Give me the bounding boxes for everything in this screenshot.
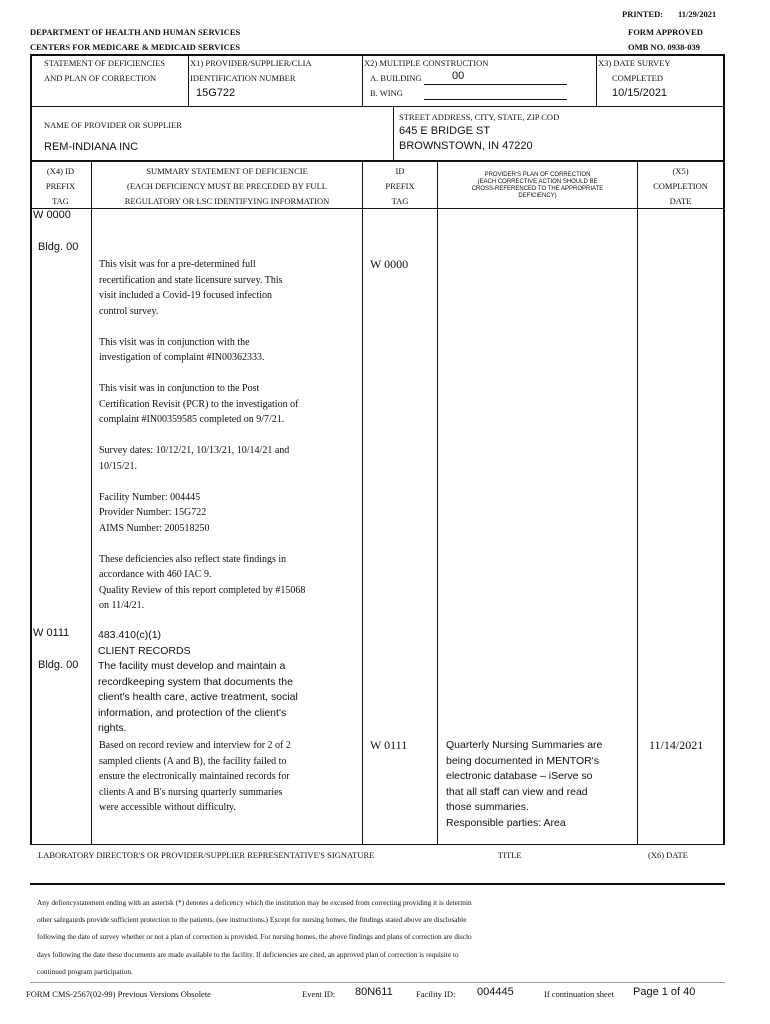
text-line [99, 319, 305, 335]
x5-header-2: COMPLETION [653, 181, 708, 191]
title-label: TITLE [498, 850, 522, 860]
signature-bottom [30, 883, 725, 885]
x4-header-2: PREFIX [45, 181, 76, 191]
printed-label: PRINTED: [622, 9, 664, 19]
department-title: DEPARTMENT OF HEALTH AND HUMAN SERVICES [30, 27, 241, 37]
form-approved: FORM APPROVED [628, 27, 703, 37]
w0000-prefix-tag: W 0000 [33, 209, 71, 221]
w0111-id-tag: W 0111 [370, 738, 408, 752]
text-line: being documented in MENTOR's [446, 754, 599, 767]
text-line: complaint #IN00359585 completed on 9/7/21. [99, 414, 285, 425]
wing-underline [424, 99, 567, 100]
text-line [99, 428, 305, 444]
plan-header-2: (EACH CORRECTIVE ACTION SHOULD BE [477, 179, 598, 185]
address-label: STREET ADDRESS, CITY, STATE, ZIP COD [399, 112, 560, 122]
text-line: AIMS Number: 200518250 [99, 522, 210, 534]
x3-label-2: COMPLETED [612, 73, 663, 83]
text-line: This visit was in conjunction with the [99, 336, 250, 348]
summary-header-3: REGULATORY OR LSC IDENTIFYING INFORMATION [124, 196, 330, 206]
text-line: 10/15/21. [99, 460, 138, 472]
disclaimer-line: other safegaurds provide sufficient protection to the patients. (see instructions.) Except for nursing homes, the findings stated above are disclosable [37, 915, 467, 925]
divider-col-summary [362, 160, 363, 845]
text-line: Facility Number: 004445 [99, 491, 201, 503]
divider-col-id [437, 160, 438, 845]
text-line: Certification Revisit (PCR) to the investigation of [99, 398, 299, 410]
x4-header-3: TAG [52, 196, 69, 206]
w0111-prefix-tag: W 0111 [33, 627, 70, 639]
text-line: Based on record review and interview for 2 of 2 [99, 740, 291, 751]
address-line-2: BROWNSTOWN, IN 47220 [399, 140, 533, 152]
w0000-summary-text [99, 257, 305, 614]
w0111-regulation-text [98, 628, 298, 737]
w0111-summary-text [99, 738, 291, 816]
text-line [99, 474, 305, 490]
text-line: visit included a Covid-19 focused infection [99, 290, 273, 301]
text-line: client's health care, active treatment, social [98, 691, 298, 703]
provider-id-value: 15G722 [196, 87, 236, 99]
text-line: This visit was for a pre-determined full [99, 259, 256, 270]
printed-date: 11/29/2021 [678, 9, 717, 19]
id-header-3: TAG [391, 196, 409, 206]
text-line: These deficiencies also reflect state findings in [99, 553, 287, 565]
divider-address [393, 106, 394, 160]
text-line: electronic database – iServe so [446, 770, 593, 782]
divider-x3 [596, 54, 597, 106]
survey-date-value: 10/15/2021 [612, 87, 668, 99]
divider-col-plan [637, 160, 638, 845]
summary-header-1: SUMMARY STATEMENT OF DEFICIENCIE [146, 166, 308, 176]
statement-label-2: AND PLAN OF CORRECTION [44, 73, 157, 83]
text-line: ensure the electronically maintained records for [99, 771, 290, 782]
date-label: (X6) DATE [648, 850, 688, 860]
text-line [99, 536, 305, 552]
text-line: The facility must develop and maintain a [98, 660, 286, 672]
omb-number: OMB NO. 0938-039 [628, 42, 701, 52]
text-line: 483.410(c)(1) [98, 629, 162, 641]
divider-x1 [188, 54, 189, 106]
w0111-plan-text [446, 738, 602, 831]
w0000-id-tag: W 0000 [370, 257, 409, 271]
event-id-label: Event ID: [302, 989, 336, 999]
summary-header-2: (EACH DEFICIENCY MUST BE PRECEDED BY FULL [127, 181, 327, 191]
plan-header-4: DEFICIENCY) [518, 193, 557, 199]
plan-header-3: CROSS-REFERENCED TO THE APPROPRIATE [471, 186, 604, 192]
building-label: A. BUILDING [370, 73, 422, 83]
signature-label: LABORATORY DIRECTOR'S OR PROVIDER/SUPPLIER REPRESENTATIVE'S SIGNATURE [38, 850, 375, 860]
text-line: that all staff can view and read [446, 785, 588, 798]
column-header-bottom [30, 208, 725, 209]
disclaimer-line: days following the date these documents are made available to the facility. If deficiencies are cited, an approved plan of correction is requisite to [37, 949, 459, 959]
x4-header-1: (X4) ID [46, 166, 75, 176]
text-line [99, 366, 305, 382]
building-value: 00 [452, 70, 465, 82]
wing-label: B. WING [370, 88, 403, 98]
row-divider-2 [30, 160, 725, 162]
disclaimer-text [37, 894, 472, 980]
id-header-1: ID [395, 166, 405, 176]
disclaimer-line: Any defiencystatement ending with an asterisk (*) denotes a deficency which the institution may be excused from correcting providing it is determin [37, 898, 472, 907]
x1-label-1: X1) PROVIDER/SUPPLIER/CLIA [190, 58, 312, 68]
x2-label: X2) MULTIPLE CONSTRUCTION [364, 58, 489, 68]
divider-col-x4 [91, 160, 92, 845]
w0111-completion-date: 11/14/2021 [649, 738, 704, 752]
provider-name-value: REM-INDIANA INC [44, 141, 139, 153]
text-line: were accessible without difficulty. [99, 802, 236, 813]
right-border [723, 54, 725, 845]
w0111-building: Bldg. 00 [38, 659, 79, 671]
facility-id-value: 004445 [477, 986, 514, 998]
x3-label-1: X3) DATE SURVEY [598, 58, 671, 68]
text-line: information, and protection of the client's [98, 706, 287, 719]
building-underline [424, 84, 567, 85]
text-line: on 11/4/21. [99, 600, 145, 611]
text-line: clients A and B's nursing quarterly summaries [99, 786, 283, 798]
plan-header-1: PROVIDER'S PLAN OF CORRECTION [484, 172, 591, 178]
row-divider-1 [30, 106, 725, 107]
text-line: Responsible parties: Area [446, 816, 566, 829]
text-line: Survey dates: 10/12/21, 10/13/21, 10/14/21 and [99, 445, 290, 456]
disclaimer-line: continued program participation. [37, 966, 133, 976]
footer-divider [30, 982, 725, 983]
top-border [30, 54, 725, 56]
text-line: recertification and state licensure survey. This [99, 274, 283, 286]
facility-id-label: Facility ID: [416, 989, 456, 999]
statement-label-1: STATEMENT OF DEFICIENCIES [44, 58, 166, 68]
event-id-value: 80N611 [355, 986, 393, 998]
provider-name-label: NAME OF PROVIDER OR SUPPLIER [44, 120, 182, 130]
text-line: sampled clients (A and B), the facility failed to [99, 755, 287, 767]
text-line: Provider Number: 15G722 [99, 507, 207, 518]
x5-header-1: (X5) [672, 166, 689, 176]
text-line: Quarterly Nursing Summaries are [446, 739, 603, 751]
text-line: CLIENT RECORDS [98, 644, 191, 657]
form-number: FORM CMS-2567(02-99) Previous Versions Obsolete [26, 989, 211, 999]
continuation-label: If continuation sheet [544, 989, 614, 999]
id-header-2: PREFIX [385, 181, 415, 191]
page-number: Page 1 of 40 [633, 986, 696, 998]
centers-title: CENTERS FOR MEDICARE & MEDICAID SERVICES [30, 42, 241, 52]
disclaimer-line: following the date of survey whether or not a plan of correction is provided. For nursing homes, the above findings and plans of correction are disclo [37, 932, 472, 942]
x1-label-2: IDENTIFICATION NUMBER [190, 73, 296, 83]
text-line: Quality Review of this report completed by #15068 [99, 584, 306, 596]
divider-x2 [362, 54, 363, 106]
table-bottom [30, 844, 725, 845]
text-line: This visit was in conjunction to the Post [99, 383, 260, 394]
text-line: those summaries. [446, 801, 529, 813]
address-line-1: 645 E BRIDGE ST [399, 125, 491, 137]
text-line: investigation of complaint #IN00362333. [99, 352, 265, 363]
w0000-building: Bldg. 00 [38, 241, 79, 253]
x5-header-3: DATE [669, 196, 692, 206]
text-line: recordkeeping system that documents the [98, 675, 293, 688]
text-line: control survey. [99, 305, 159, 317]
text-line: accordance with 460 IAC 9. [99, 569, 212, 580]
text-line: rights. [98, 722, 127, 734]
